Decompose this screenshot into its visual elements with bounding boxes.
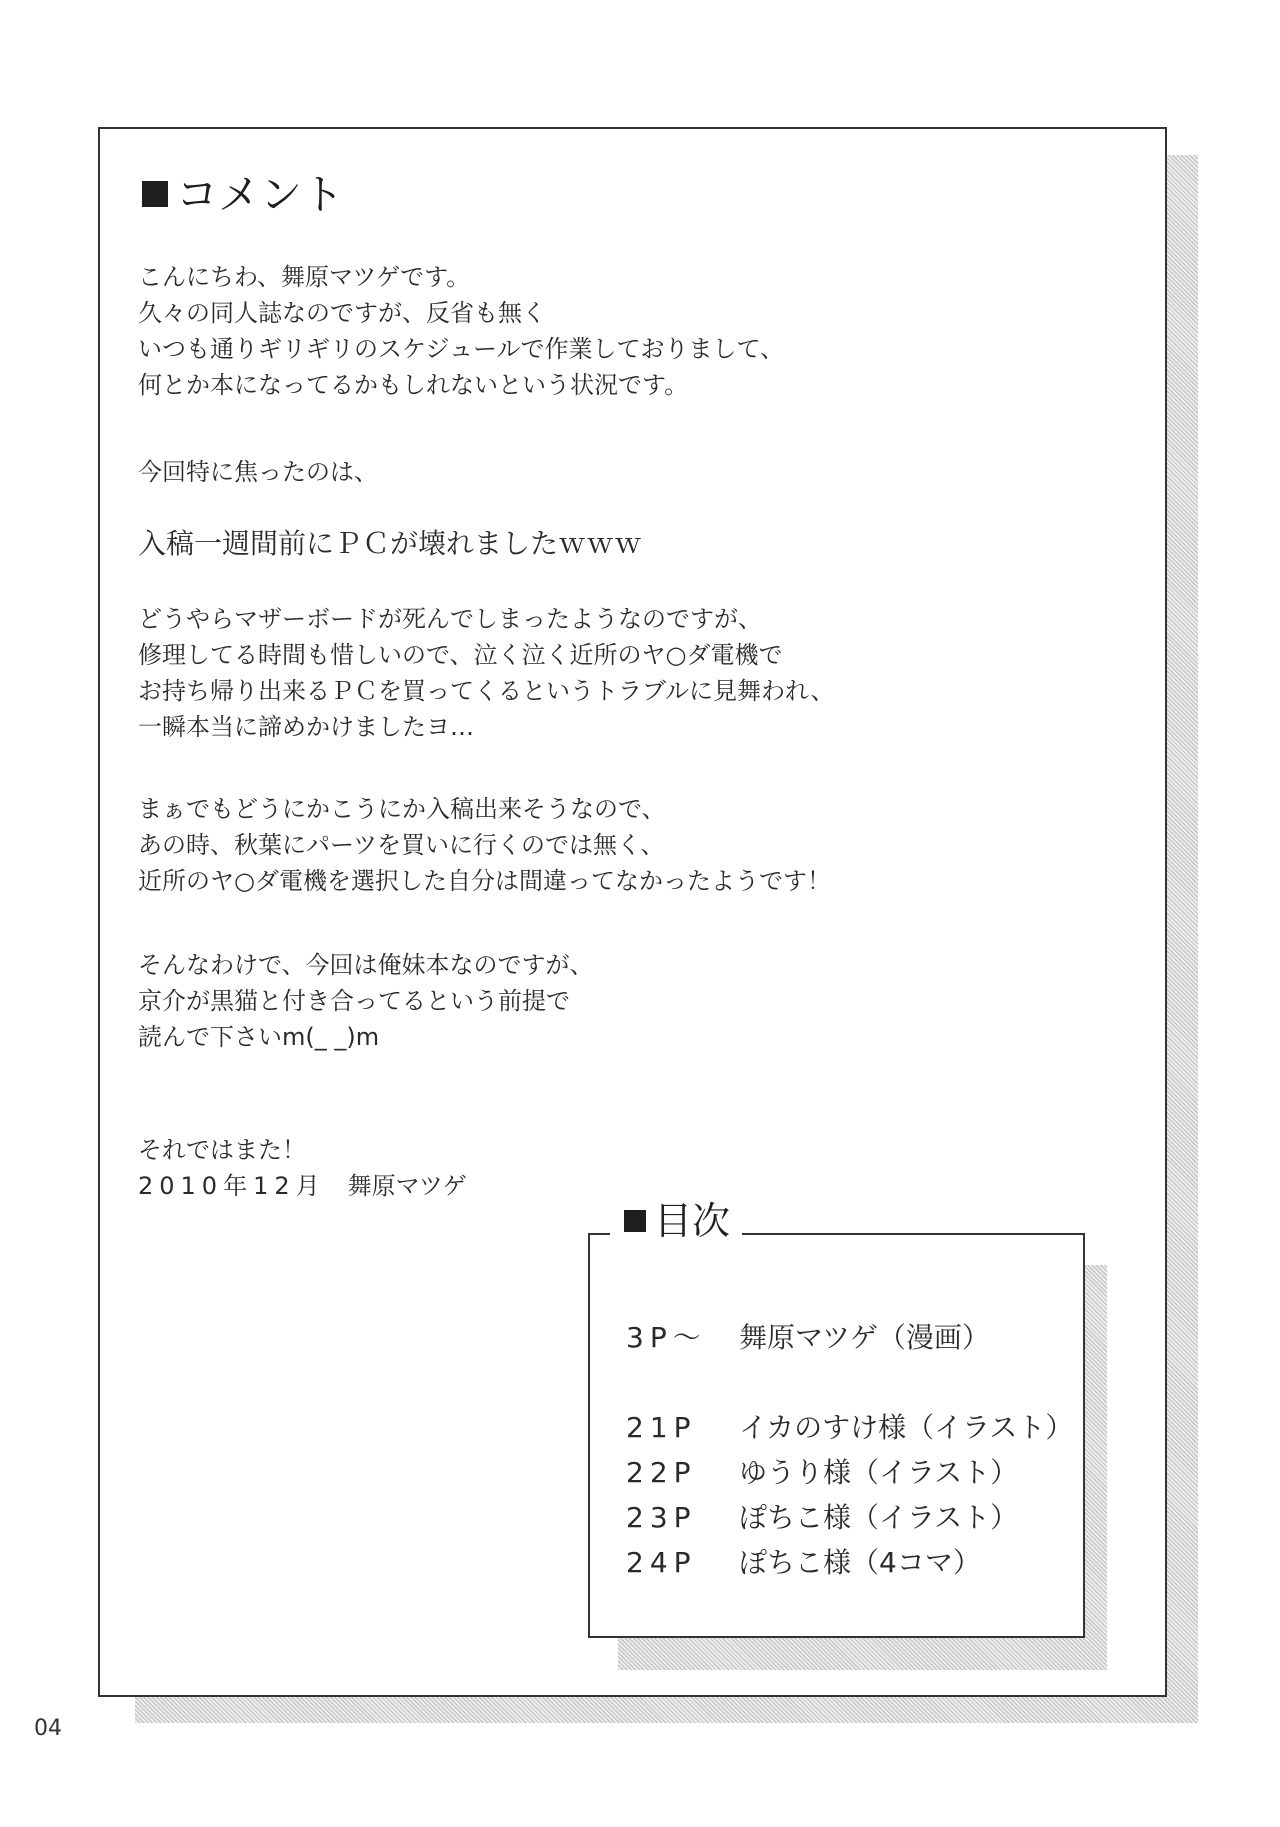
toc-entry	[626, 1405, 1073, 1450]
toc-list	[626, 1315, 990, 1360]
comment-line: あの時、秋葉にパーツを買いに行くのでは無く、	[138, 831, 665, 859]
toc-list	[626, 1405, 1073, 1585]
toc-page: 21P	[626, 1411, 697, 1444]
comment-line: お持ち帰り出来るＰＣを買ってくるというトラブルに見舞われ、	[138, 677, 835, 705]
toc-title: ぽちこ様（4コマ）	[739, 1546, 981, 1579]
toc-heading-text: 目次	[654, 1199, 731, 1243]
comment-paragraph	[138, 791, 831, 899]
comment-line: 修理してる時間も惜しいので、泣く泣く近所のヤ○ダ電機で	[138, 641, 783, 669]
comment-line: そんなわけで、今回は俺妹本なのですが、	[138, 951, 594, 979]
toc-title: ぽちこ様（イラスト）	[739, 1501, 1019, 1534]
toc-page: 24P	[626, 1546, 697, 1579]
toc-entry	[626, 1315, 990, 1360]
comment-line: いつも通りギリギリのスケジュールで作業しておりまして、	[138, 335, 785, 363]
toc-title: イカのすけ様（イラスト）	[739, 1411, 1074, 1444]
comment-line: 近所のヤ○ダ電機を選択した自分は間違ってなかったようです！	[138, 867, 831, 895]
comment-heading	[142, 171, 344, 219]
signature-name: 舞原マツゲ	[347, 1172, 467, 1200]
toc-entry	[626, 1540, 1073, 1585]
comment-line: まぁでもどうにかこうにか入稿出来そうなので、	[138, 795, 666, 823]
toc-page: 23P	[626, 1501, 697, 1534]
closing-line: それではまた！	[138, 1136, 306, 1164]
comment-line: 入稿一週間前にＰＣが壊れましたｗｗｗ	[138, 527, 643, 560]
comment-line: 今回特に焦ったのは、	[138, 458, 378, 486]
comment-line: どうやらマザーボードが死んでしまったようなのですが、	[138, 605, 762, 633]
square-bullet-icon	[142, 181, 168, 207]
signature-date: 2010年12月	[138, 1172, 326, 1200]
comment-paragraph	[138, 259, 784, 403]
toc-page: 3P～	[626, 1321, 707, 1354]
toc-box	[588, 1199, 1085, 1638]
comment-heading-text: コメント	[176, 170, 345, 219]
comment-paragraph	[138, 601, 834, 745]
toc-title: ゆうり様（イラスト）	[739, 1456, 1019, 1489]
comment-line: 何とか本になってるかもしれないという状況です。	[138, 371, 689, 399]
square-bullet-icon	[624, 1210, 646, 1232]
comment-paragraph	[138, 947, 594, 1055]
toc-page: 22P	[626, 1456, 697, 1489]
toc-entry	[626, 1450, 1073, 1495]
comment-emphasis-line	[138, 524, 642, 564]
comment-line: 一瞬本当に諦めかけましたヨ…	[138, 713, 474, 741]
comment-line: 久々の同人誌なのですが、反省も無く	[138, 299, 546, 327]
page-number: 04	[34, 1716, 62, 1741]
comment-line: 読んで下さいm(_ _)m	[138, 1023, 380, 1051]
comment-paragraph	[138, 454, 378, 490]
comment-closing	[138, 1132, 467, 1204]
signature	[138, 1168, 467, 1204]
comment-line: こんにちわ、舞原マツゲです。	[138, 263, 471, 291]
toc-heading	[610, 1197, 742, 1245]
comment-line: 京介が黒猫と付き合ってるという前提で	[138, 987, 570, 1015]
toc-entry	[626, 1495, 1073, 1540]
toc-title: 舞原マツゲ（漫画）	[739, 1321, 990, 1354]
